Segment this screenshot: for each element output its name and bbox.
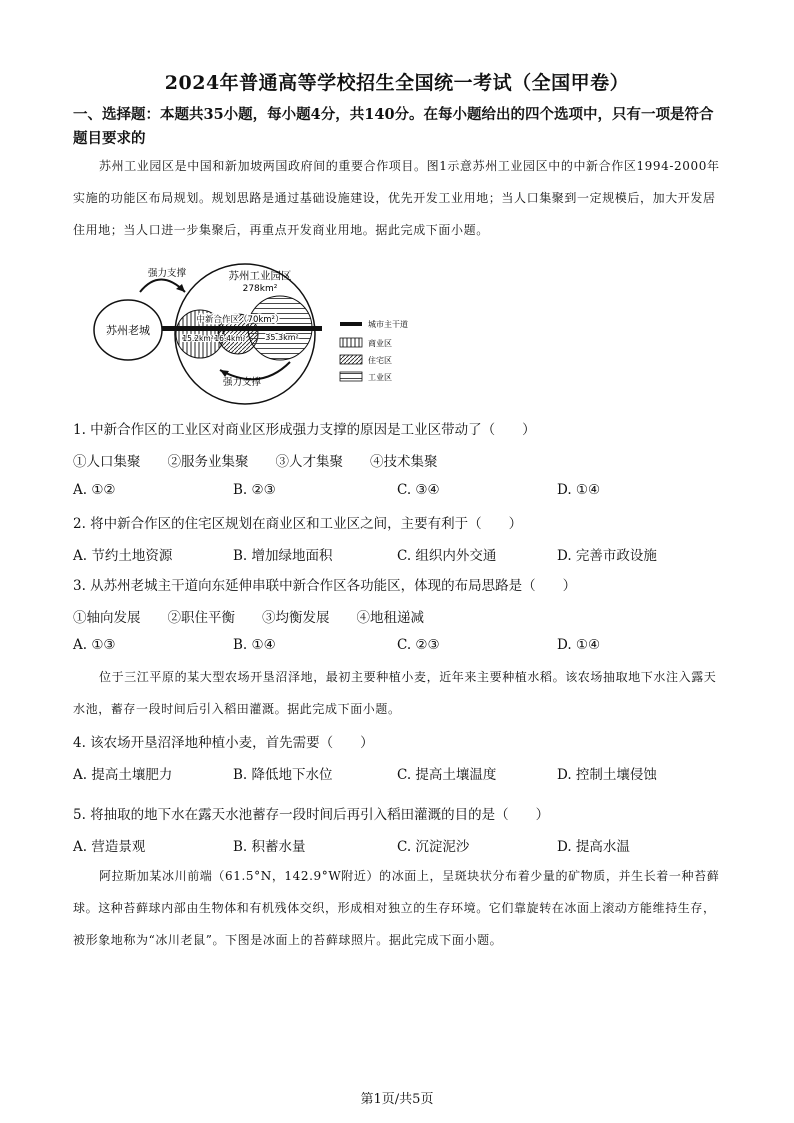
question-4-option-a[interactable]: A. 提高土壤肥力 (73, 767, 173, 783)
question-4-option-b[interactable]: B. 降低地下水位 (233, 767, 333, 783)
passage-suzhou (73, 150, 725, 246)
question-2-stem: 2. 将中新合作区的住宅区规划在商业区和工业区之间，主要有利于（ ） (73, 516, 523, 532)
legend-industrial-swatch (340, 372, 362, 381)
question-3-items: ①轴向发展 ②职住平衡 ③均衡发展 ④地租递减 (73, 610, 424, 626)
question-2-option-c[interactable]: C. 组织内外交通 (397, 548, 497, 564)
question-2-option-a[interactable]: A. 节约土地资源 (73, 548, 173, 564)
question-2-option-d[interactable]: D. 完善市政设施 (557, 548, 657, 564)
area-industrial: 35.3km² (265, 333, 299, 342)
question-5-option-b[interactable]: B. 积蓄水量 (233, 839, 306, 855)
main-road (162, 326, 322, 331)
legend-commercial-swatch (340, 338, 362, 347)
area-residential: 16.4km² (214, 334, 246, 343)
passage-text: 苏州工业园区是中国和新加坡两国政府间的重要合作项目。图1示意苏州工业园区中的中新合作区1994-2000年实施的功能区布局规划。规划思路是通过基础设施建设，优先开发工业用地；当人口集聚到一定规模后，加大开发居住用地；当人口进一步集聚后，再重点开发商业用地。据此完成下面小题。 (73, 159, 720, 237)
question-1-option-b[interactable]: B. ②③ (233, 482, 276, 498)
question-4-option-c[interactable]: C. 提高土壤温度 (397, 767, 497, 783)
passage-glacier (73, 860, 725, 956)
legend-industrial-label: 工业区 (368, 373, 392, 382)
park-name: 苏州工业园区 (228, 270, 292, 282)
question-4-stem: 4. 该农场开垦沼泽地种植小麦，首先需要（ ） (73, 735, 374, 751)
support-arrow-top (140, 280, 185, 293)
question-5-stem: 5. 将抽取的地下水在露天水池蓄存一段时间后再引入稻田灌溉的目的是（ ） (73, 807, 550, 823)
question-3-option-a[interactable]: A. ①③ (73, 637, 116, 653)
question-1-option-a[interactable]: A. ①② (73, 482, 116, 498)
question-1-stem: 1. 中新合作区的工业区对商业区形成强力支撑的原因是工业区带动了（ ） (73, 422, 536, 438)
legend (340, 319, 408, 382)
old-city-label: 苏州老城 (106, 324, 150, 337)
question-5-option-d[interactable]: D. 提高水温 (557, 839, 630, 855)
support-label-top: 强力支撑 (148, 268, 187, 279)
area-commercial: 15.2km² (182, 334, 214, 343)
passage-text: 位于三江平原的某大型农场开垦沼泽地，最初主要种植小麦，近年来主要种植水稻。该农场抽取地下水注入露天水池，蓄存一段时间后引入稻田灌溉。据此完成下面小题。 (73, 670, 717, 716)
passage-text: 阿拉斯加某冰川前端（61.5°N，142.9°W附近）的冰面上，呈斑块状分布着少量的矿物质，并生长着一种苔藓球。这种苔藓球内部由生物体和有机残体交织，形成相对独立的生存环境。它们靠旋转在冰面上滚动方能维持生存，被形象地称为“冰川老鼠”。下图是冰面上的苔藓球照片。据此完成下面小题。 (73, 869, 720, 947)
legend-residential-label: 住宅区 (368, 356, 392, 365)
question-1-items: ①人口集聚 ②服务业集聚 ③人才集聚 ④技术集聚 (73, 454, 438, 470)
question-5-option-c[interactable]: C. 沉淀泥沙 (397, 839, 470, 855)
question-2-option-b[interactable]: B. 增加绿地面积 (233, 548, 333, 564)
question-1-option-d[interactable]: D. ①④ (557, 482, 601, 498)
question-3-option-b[interactable]: B. ①④ (233, 637, 276, 653)
legend-road-label: 城市主干道 (368, 320, 408, 329)
section-heading: 一、选择题：本题共35小题，每小题4分，共140分。在每小题给出的四个选项中，只有一项是符合题目要求的 (73, 106, 714, 147)
legend-commercial-label: 商业区 (368, 339, 392, 348)
question-1-option-c[interactable]: C. ③④ (397, 482, 440, 498)
question-3-stem: 3. 从苏州老城主干道向东延伸串联中新合作区各功能区，体现的布局思路是（ ） (73, 578, 577, 594)
zone-label: 中新合作区（70km²） (196, 315, 284, 325)
legend-road-swatch (340, 322, 362, 326)
page-footer: 第1页/共5页 (360, 1092, 434, 1107)
support-label-bottom: 强力支撑 (223, 377, 262, 388)
page-title: 2024年普通高等学校招生全国统一考试（全国甲卷） (164, 72, 630, 94)
question-5-option-a[interactable]: A. 营造景观 (73, 839, 146, 855)
figure-suzhou-park-map (90, 262, 430, 407)
passage-farm (73, 661, 725, 725)
question-4-option-d[interactable]: D. 控制土壤侵蚀 (557, 767, 657, 783)
legend-residential-swatch (340, 355, 362, 364)
question-3-option-d[interactable]: D. ①④ (557, 637, 601, 653)
park-area: 278km² (242, 284, 278, 294)
question-3-option-c[interactable]: C. ②③ (397, 637, 440, 653)
